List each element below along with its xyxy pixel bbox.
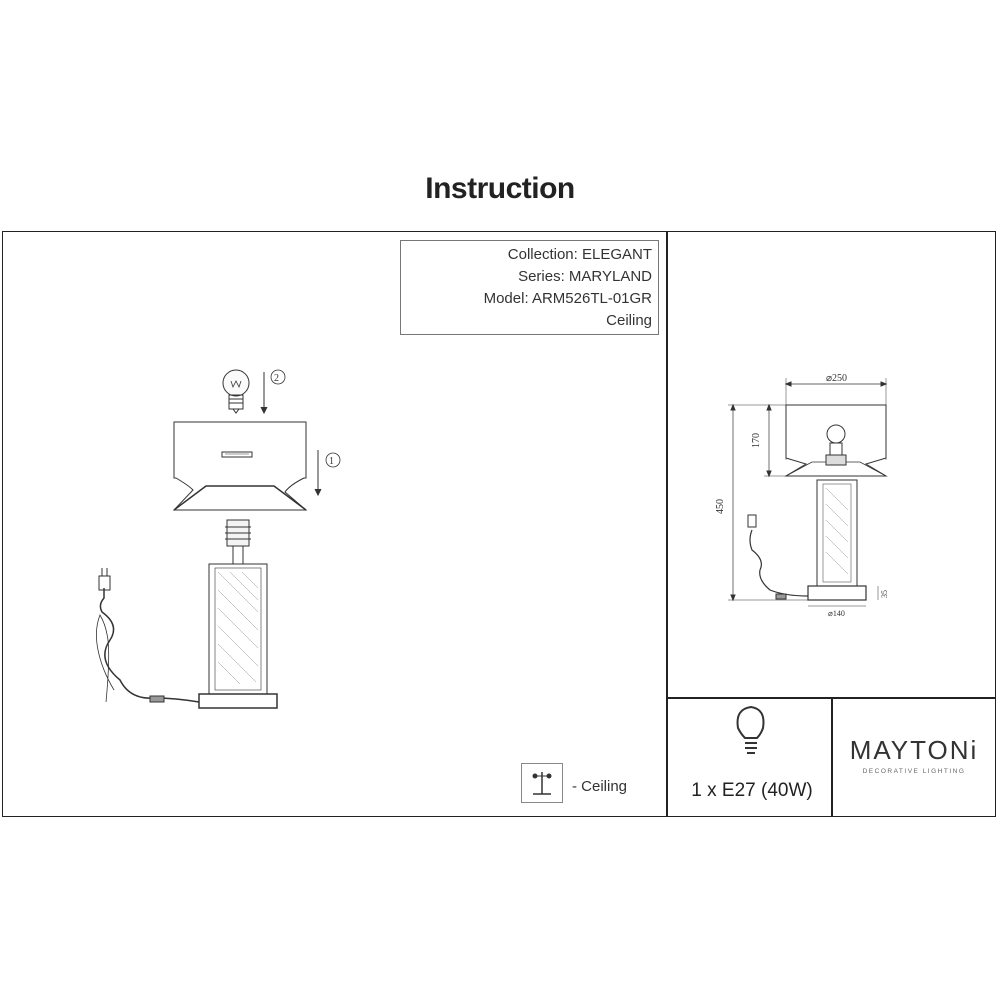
shade-diameter-label: ⌀250 [826,373,848,384]
step-1-label: 1 [329,456,334,467]
power-cord [96,568,199,702]
bulb-icon [738,707,764,753]
step-1-arrow [315,450,321,495]
base-height-label: 35 [880,590,889,598]
lamp-body [199,564,277,708]
total-height-label: 450 [715,499,726,514]
lamp-shade [174,422,306,510]
ceiling-legend-box [521,763,563,803]
shade-height-label: 170 [751,433,762,448]
dimension-drawing [728,378,886,606]
mount-label: Ceiling [606,312,652,329]
step-2-arrow [261,372,267,413]
bulb-spec: 1 x E27 (40W) [691,780,813,801]
base-diameter-label: ⌀140 [828,609,845,618]
series-label: Series: MARYLAND [518,268,652,285]
page-title: Instruction [425,172,575,205]
lamp-socket [225,520,251,564]
step-2-label: 2 [274,373,279,384]
model-label: Model: ARM526TL-01GR [483,290,652,307]
bulb-illustration [223,370,249,413]
brand-tagline: DECORATIVE LIGHTING [862,768,966,775]
collection-label: Collection: ELEGANT [507,246,652,263]
ceiling-legend-label: - Ceiling [572,778,628,795]
brand-logo [836,735,992,775]
brand-name: MAYTONi [849,735,979,765]
